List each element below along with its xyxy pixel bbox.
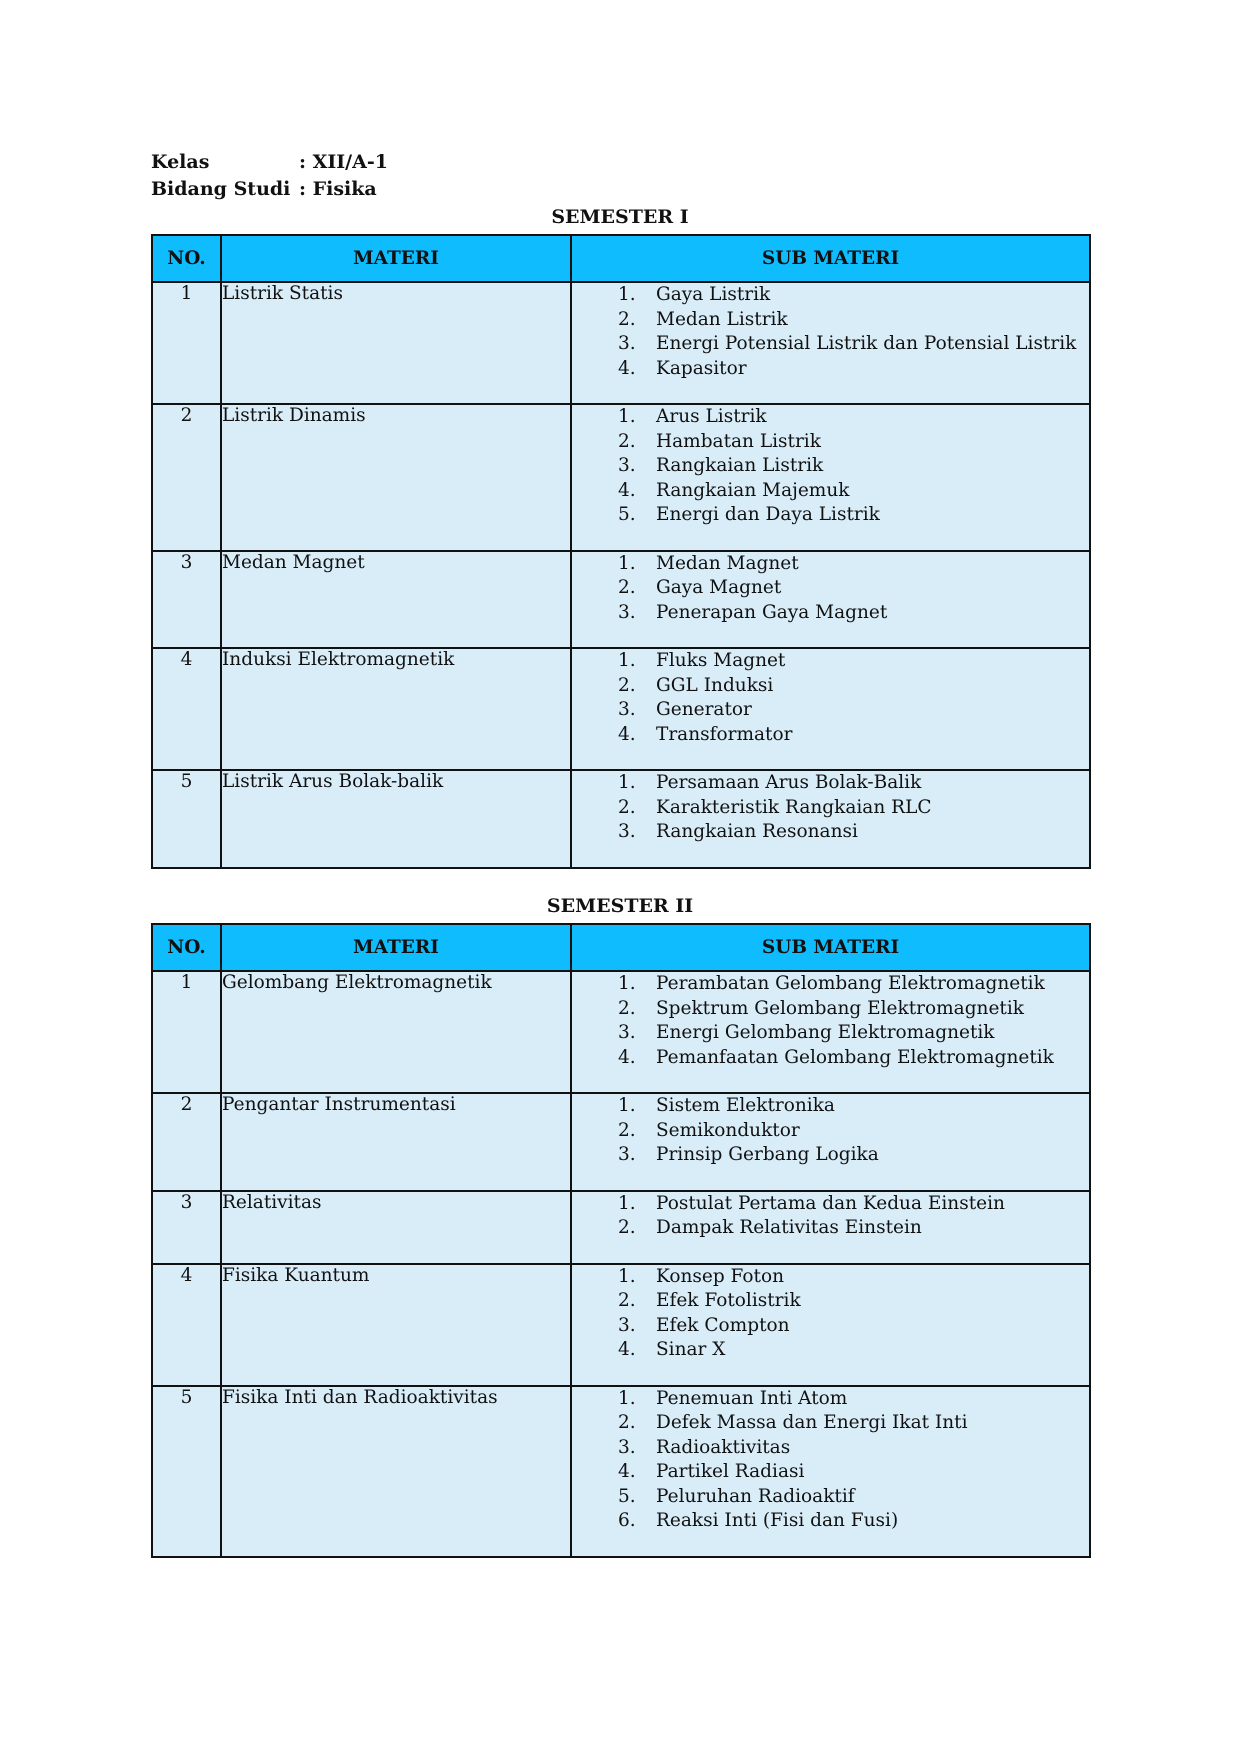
semester-1-table bbox=[151, 234, 1091, 869]
sub-materi-cell bbox=[571, 282, 1090, 404]
item-number: 1. bbox=[618, 406, 636, 427]
item-number: 1. bbox=[618, 1265, 636, 1287]
row-number: 3 bbox=[152, 551, 221, 649]
sub-materi-item bbox=[572, 332, 1089, 357]
item-number: 5. bbox=[618, 1485, 636, 1507]
header-materi: MATERI bbox=[221, 235, 571, 282]
item-text: Sinar X bbox=[656, 1339, 726, 1360]
item-number: 4. bbox=[618, 479, 636, 501]
materi-cell: Medan Magnet bbox=[221, 551, 571, 649]
table-row bbox=[152, 1386, 1090, 1557]
item-text: Energi Potensial Listrik dan Potensial Listrik bbox=[656, 333, 1077, 354]
item-number: 3. bbox=[618, 333, 636, 354]
row-number: 2 bbox=[152, 1093, 221, 1191]
item-number: 1. bbox=[618, 973, 636, 994]
materi-cell: Listrik Statis bbox=[221, 282, 571, 404]
item-text: Pemanfaatan Gelombang Elektromagnetik bbox=[656, 1046, 1054, 1068]
item-text: Defek Massa dan Energi Ikat Inti bbox=[656, 1412, 968, 1433]
item-text: Hambatan Listrik bbox=[656, 430, 821, 452]
subject-label: Bidang Studi bbox=[151, 178, 291, 200]
sub-materi-item bbox=[572, 972, 1089, 997]
item-number: 1. bbox=[618, 772, 636, 793]
sub-materi-item bbox=[572, 552, 1089, 577]
item-text: Transformator bbox=[656, 723, 793, 745]
sub-materi-item bbox=[572, 1314, 1089, 1339]
row-number: 3 bbox=[152, 1191, 221, 1264]
item-text: Dampak Relativitas Einstein bbox=[656, 1217, 922, 1238]
sub-materi-item bbox=[572, 1192, 1089, 1217]
sub-materi-item bbox=[572, 454, 1089, 479]
item-number: 4. bbox=[618, 1046, 636, 1068]
item-number: 1. bbox=[618, 1192, 636, 1214]
sub-materi-item bbox=[572, 1265, 1089, 1290]
item-number: 3. bbox=[618, 1314, 636, 1336]
sub-materi-item bbox=[572, 649, 1089, 674]
item-number: 3. bbox=[618, 1144, 636, 1165]
sub-materi-item bbox=[572, 283, 1089, 308]
header-no: NO. bbox=[152, 924, 221, 971]
item-number: 3. bbox=[618, 455, 636, 476]
item-text: Penerapan Gaya Magnet bbox=[656, 601, 888, 623]
row-number: 1 bbox=[152, 971, 221, 1093]
item-number: 2. bbox=[618, 308, 636, 330]
item-number: 2. bbox=[618, 997, 636, 1019]
sub-materi-item bbox=[572, 1460, 1089, 1485]
materi-cell: Induksi Elektromagnetik bbox=[221, 648, 571, 770]
item-number: 1. bbox=[618, 650, 636, 671]
materi-cell: Listrik Arus Bolak-balik bbox=[221, 770, 571, 868]
item-text: Rangkaian Majemuk bbox=[656, 479, 850, 501]
sub-materi-list bbox=[572, 405, 1089, 528]
sub-materi-cell bbox=[571, 1386, 1090, 1557]
table-row bbox=[152, 282, 1090, 404]
sub-materi-item bbox=[572, 1411, 1089, 1436]
item-number: 5. bbox=[618, 504, 636, 525]
item-text: Medan Listrik bbox=[656, 308, 788, 330]
sub-materi-item bbox=[572, 405, 1089, 430]
sub-materi-cell bbox=[571, 1093, 1090, 1191]
sub-materi-list bbox=[572, 771, 1089, 845]
item-number: 1. bbox=[618, 1387, 636, 1409]
row-number: 5 bbox=[152, 770, 221, 868]
row-number: 5 bbox=[152, 1386, 221, 1557]
table-row bbox=[152, 971, 1090, 1093]
sub-materi-list bbox=[572, 1265, 1089, 1363]
row-number: 2 bbox=[152, 404, 221, 551]
class-info bbox=[151, 151, 388, 173]
item-text: Energi dan Daya Listrik bbox=[656, 504, 880, 525]
item-number: 3. bbox=[618, 699, 636, 720]
sub-materi-list bbox=[572, 552, 1089, 626]
materi-cell: Gelombang Elektromagnetik bbox=[221, 971, 571, 1093]
subject-info bbox=[151, 178, 377, 200]
table-row bbox=[152, 404, 1090, 551]
item-text: Medan Magnet bbox=[656, 552, 799, 574]
sub-materi-item bbox=[572, 1119, 1089, 1144]
item-number: 4. bbox=[618, 1461, 636, 1482]
sub-materi-list bbox=[572, 1094, 1089, 1168]
item-number: 2. bbox=[618, 1119, 636, 1141]
semester-2-title: SEMESTER II bbox=[546, 895, 694, 917]
materi-cell: Listrik Dinamis bbox=[221, 404, 571, 551]
sub-materi-item bbox=[572, 1216, 1089, 1241]
sub-materi-cell bbox=[571, 1264, 1090, 1386]
sub-materi-cell bbox=[571, 404, 1090, 551]
table-row bbox=[152, 1264, 1090, 1386]
item-number: 3. bbox=[618, 1022, 636, 1043]
sub-materi-item bbox=[572, 1436, 1089, 1461]
item-text: Postulat Pertama dan Kedua Einstein bbox=[656, 1192, 1005, 1214]
sub-materi-item bbox=[572, 723, 1089, 748]
table-header-row bbox=[152, 235, 1090, 282]
item-text: Konsep Foton bbox=[656, 1265, 784, 1287]
header-materi: MATERI bbox=[221, 924, 571, 971]
sub-materi-item bbox=[572, 1387, 1089, 1412]
sub-materi-item bbox=[572, 601, 1089, 626]
sub-materi-item bbox=[572, 674, 1089, 699]
item-text: Fluks Magnet bbox=[656, 650, 786, 671]
item-number: 1. bbox=[618, 1095, 636, 1116]
materi-cell: Fisika Kuantum bbox=[221, 1264, 571, 1386]
item-text: Prinsip Gerbang Logika bbox=[656, 1144, 879, 1165]
materi-cell: Pengantar Instrumentasi bbox=[221, 1093, 571, 1191]
sub-materi-list bbox=[572, 283, 1089, 381]
sub-materi-cell bbox=[571, 770, 1090, 868]
item-text: GGL Induksi bbox=[656, 674, 774, 696]
row-number: 4 bbox=[152, 1264, 221, 1386]
sub-materi-list bbox=[572, 1192, 1089, 1241]
item-text: Peluruhan Radioaktif bbox=[656, 1485, 855, 1507]
item-text: Karakteristik Rangkaian RLC bbox=[656, 796, 932, 818]
table-header-row bbox=[152, 924, 1090, 971]
item-text: Perambatan Gelombang Elektromagnetik bbox=[656, 973, 1045, 994]
item-text: Kapasitor bbox=[656, 357, 747, 379]
item-number: 4. bbox=[618, 1339, 636, 1360]
materi-cell: Relativitas bbox=[221, 1191, 571, 1264]
sub-materi-item bbox=[572, 357, 1089, 382]
item-text: Penemuan Inti Atom bbox=[656, 1387, 848, 1409]
table-row bbox=[152, 1093, 1090, 1191]
table-row bbox=[152, 1191, 1090, 1264]
sub-materi-cell bbox=[571, 551, 1090, 649]
item-number: 6. bbox=[618, 1510, 636, 1531]
sub-materi-list bbox=[572, 1387, 1089, 1534]
header-sub-materi: SUB MATERI bbox=[571, 924, 1090, 971]
row-number: 1 bbox=[152, 282, 221, 404]
table-row bbox=[152, 648, 1090, 770]
sub-materi-item bbox=[572, 503, 1089, 528]
item-number: 3. bbox=[618, 601, 636, 623]
item-number: 2. bbox=[618, 430, 636, 452]
item-text: Spektrum Gelombang Elektromagnetik bbox=[656, 997, 1024, 1019]
sub-materi-item bbox=[572, 1046, 1089, 1071]
item-number: 2. bbox=[618, 577, 636, 598]
sub-materi-item bbox=[572, 1485, 1089, 1510]
item-number: 2. bbox=[618, 796, 636, 818]
class-label: Kelas bbox=[151, 151, 210, 173]
item-text: Semikonduktor bbox=[656, 1119, 800, 1141]
item-number: 2. bbox=[618, 1412, 636, 1433]
item-text: Gaya Magnet bbox=[656, 577, 782, 598]
item-number: 3. bbox=[618, 1436, 636, 1458]
item-text: Sistem Elektronika bbox=[656, 1095, 835, 1116]
item-number: 3. bbox=[618, 821, 636, 842]
item-number: 2. bbox=[618, 674, 636, 696]
sub-materi-item bbox=[572, 1021, 1089, 1046]
item-text: Generator bbox=[656, 699, 752, 720]
item-number: 4. bbox=[618, 723, 636, 745]
subject-value: : Fisika bbox=[299, 178, 377, 200]
item-text: Reaksi Inti (Fisi dan Fusi) bbox=[656, 1510, 899, 1531]
sub-materi-item bbox=[572, 1509, 1089, 1534]
sub-materi-item bbox=[572, 1289, 1089, 1314]
sub-materi-cell bbox=[571, 971, 1090, 1093]
item-text: Energi Gelombang Elektromagnetik bbox=[656, 1022, 995, 1043]
item-number: 1. bbox=[618, 284, 636, 305]
item-text: Persamaan Arus Bolak-Balik bbox=[656, 772, 922, 793]
sub-materi-item bbox=[572, 698, 1089, 723]
table-row bbox=[152, 770, 1090, 868]
sub-materi-item bbox=[572, 820, 1089, 845]
semester-2-table bbox=[151, 923, 1091, 1558]
header-sub-materi: SUB MATERI bbox=[571, 235, 1090, 282]
item-text: Partikel Radiasi bbox=[656, 1461, 805, 1482]
sub-materi-item bbox=[572, 308, 1089, 333]
item-text: Efek Fotolistrik bbox=[656, 1290, 801, 1311]
item-number: 2. bbox=[618, 1290, 636, 1311]
item-text: Gaya Listrik bbox=[656, 284, 771, 305]
class-value: : XII/A-1 bbox=[299, 151, 388, 173]
semester-1-title: SEMESTER I bbox=[551, 206, 689, 228]
item-number: 4. bbox=[618, 357, 636, 379]
item-text: Rangkaian Resonansi bbox=[656, 821, 858, 842]
sub-materi-cell bbox=[571, 1191, 1090, 1264]
table-row bbox=[152, 551, 1090, 649]
sub-materi-list bbox=[572, 972, 1089, 1070]
sub-materi-cell bbox=[571, 648, 1090, 770]
sub-materi-item bbox=[572, 1143, 1089, 1168]
materi-cell: Fisika Inti dan Radioaktivitas bbox=[221, 1386, 571, 1557]
sub-materi-item bbox=[572, 430, 1089, 455]
item-text: Arus Listrik bbox=[656, 406, 767, 427]
row-number: 4 bbox=[152, 648, 221, 770]
sub-materi-list bbox=[572, 649, 1089, 747]
item-number: 1. bbox=[618, 552, 636, 574]
item-text: Efek Compton bbox=[656, 1314, 790, 1336]
sub-materi-item bbox=[572, 997, 1089, 1022]
sub-materi-item bbox=[572, 576, 1089, 601]
item-text: Radioaktivitas bbox=[656, 1436, 791, 1458]
sub-materi-item bbox=[572, 771, 1089, 796]
sub-materi-item bbox=[572, 479, 1089, 504]
item-number: 2. bbox=[618, 1217, 636, 1238]
header-no: NO. bbox=[152, 235, 221, 282]
sub-materi-item bbox=[572, 796, 1089, 821]
sub-materi-item bbox=[572, 1338, 1089, 1363]
item-text: Rangkaian Listrik bbox=[656, 455, 824, 476]
sub-materi-item bbox=[572, 1094, 1089, 1119]
